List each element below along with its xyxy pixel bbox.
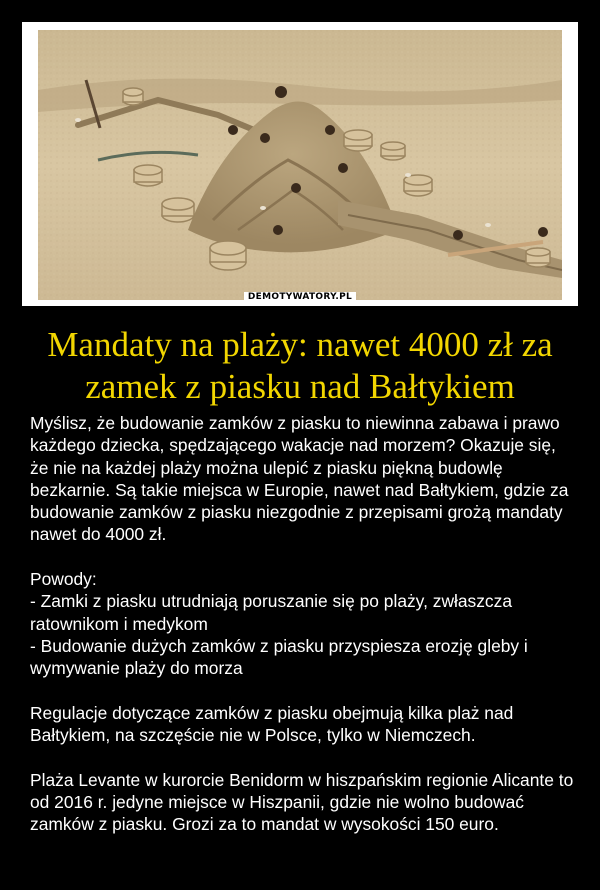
reasons-heading: Powody: [30, 569, 97, 590]
watermark-logo [0, 290, 600, 304]
reason-item-2: - Budowanie dużych zamków z piasku przyspiesza erozję gleby i wymywanie plaży do morza [30, 635, 528, 679]
poster-title: Mandaty na plaży: nawet 4000 zł za zamek z piasku nad Bałtykiem [47, 325, 553, 406]
spain-paragraph: Plaża Levante w kurorcie Benidorm w hiszpańskim regionie Alicante to od 2016 r. jedyne miejsce w Hiszpanii, gdzie nie wolno budować zamków z piasku. Grozi za to mandat w wysokości 150 euro. [30, 769, 574, 835]
regulations-paragraph: Regulacje dotyczące zamków z piasku obejmują kilka plaż nad Bałtykiem, na szczęście nie w Polsce, tylko w Niemczech. [30, 702, 514, 746]
article-body [30, 412, 578, 836]
intro-paragraph: Myślisz, że budowanie zamków z piasku to niewinna zabawa i prawo każdego dziecka, spędzającego wakacje nad morzem? Okazuje się, że nie na każdej plaży można ulepić z piasku piękną budowlę bezkarnie. Są takie miejsca w Europie, nawet nad Bałtykiem, gdzie za budowanie zamków z piasku niezgodnie z przepisami grożą mandaty nawet do 4000 zł. [30, 413, 569, 545]
watermark-text: DEMOTYWATORY.PL [244, 292, 356, 302]
sandcastle-illustration [38, 30, 562, 300]
sandcastle-photo [38, 30, 562, 300]
reason-item-1: - Zamki z piasku utrudniają poruszanie się po plaży, zwłaszcza ratownikom i medykom [30, 591, 512, 634]
